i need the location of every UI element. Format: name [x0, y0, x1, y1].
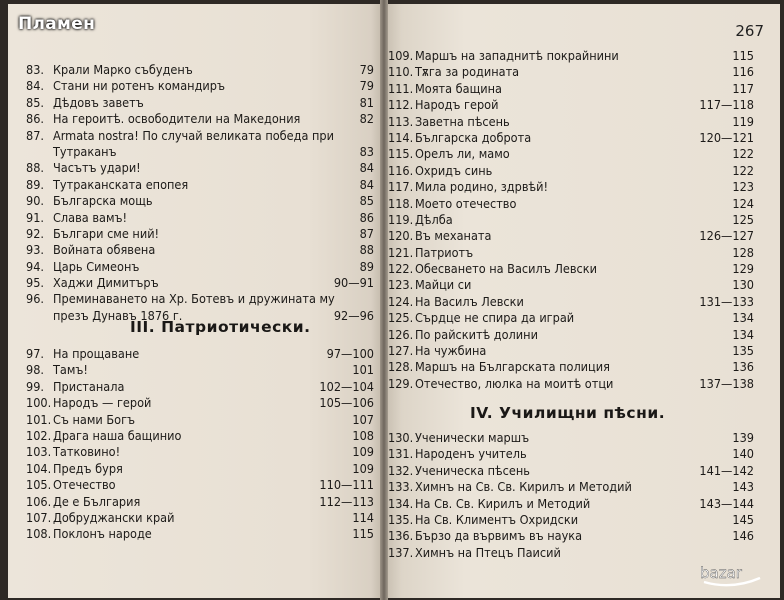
entry-number: 98. — [26, 362, 45, 378]
entry-title: Химнъ на Св. Св. Кирилъ и Методий — [415, 479, 632, 495]
entry-page: 84 — [359, 176, 374, 192]
contents-entry — [26, 275, 374, 291]
entry-title: Моята бащина — [415, 80, 502, 96]
entry-title: Царь Симеонъ — [53, 258, 140, 274]
entry-title: Народъ — герой — [53, 395, 152, 411]
entry-number: 128. — [388, 359, 414, 375]
entry-page: 136 — [732, 359, 754, 375]
contents-entry — [388, 310, 754, 326]
entry-page: 115 — [352, 526, 374, 542]
entry-number: 131. — [388, 446, 414, 462]
entry-page: 129 — [732, 261, 754, 277]
contents-entry — [388, 463, 754, 479]
entry-page: 108 — [352, 427, 374, 443]
entry-number: 107. — [26, 509, 52, 525]
entry-page: 109 — [352, 460, 374, 476]
entry-title: На прощаване — [53, 346, 140, 361]
entry-title: По райскитѣ долини — [415, 326, 538, 342]
entry-number: 127. — [388, 343, 414, 359]
entry-title: Заветна пѣсень — [415, 113, 510, 129]
section-heading-school: IV. Училищни пѣсни. — [470, 404, 666, 422]
entry-number: 133. — [388, 479, 414, 495]
entry-title: Охридъ синь — [415, 162, 493, 178]
contents-entry — [26, 226, 374, 242]
page-number: 267 — [735, 22, 764, 40]
entry-page: 122 — [732, 146, 754, 162]
entry-title: Сърдце не спира да играй — [415, 310, 575, 326]
contents-entry — [388, 430, 754, 446]
contents-entry — [388, 64, 754, 80]
entry-number: 114. — [388, 129, 414, 145]
entry-page: 92—96 — [333, 307, 374, 323]
entry-title: Тамъ! — [53, 362, 88, 378]
contents-entry — [26, 379, 374, 395]
entry-page: 97—100 — [326, 346, 374, 361]
entry-page: 143 — [732, 479, 754, 495]
entry-page: 117—118 — [699, 97, 754, 113]
entry-number: 102. — [26, 427, 52, 443]
entry-number: 119. — [388, 211, 414, 227]
contents-entry — [388, 48, 754, 64]
section-heading-patriotic: III. Патриотически. — [130, 318, 311, 336]
contents-entry — [388, 245, 754, 261]
entry-page: 88 — [359, 242, 374, 258]
entry-number: 100. — [26, 395, 52, 411]
entry-number: 111. — [388, 80, 414, 96]
entry-number: 122. — [388, 261, 414, 277]
entry-title: На Св. Климентъ Охридски — [415, 511, 579, 527]
contents-entry — [388, 496, 754, 512]
entry-page: 131—133 — [699, 293, 754, 309]
bazar-logo-icon — [696, 556, 770, 590]
entry-page: 102—104 — [319, 378, 374, 394]
contents-entry — [26, 526, 374, 542]
entry-title: Българска мощь — [53, 193, 153, 209]
entry-number: 87. — [26, 127, 45, 143]
contents-entry — [26, 477, 374, 493]
entry-title: Обесването на Василъ Левски — [415, 261, 597, 277]
entry-title: Предъ буря — [53, 460, 123, 476]
entry-page: 90—91 — [333, 275, 374, 291]
entry-number: 132. — [388, 462, 414, 478]
entry-number: 112. — [388, 97, 414, 113]
contents-entry — [26, 444, 374, 460]
entry-number: 92. — [26, 225, 45, 241]
entry-title: На героитѣ. освободители на Македония — [53, 111, 301, 127]
entry-page: 145 — [732, 511, 754, 527]
entry-title: Отечество, люлка на моитѣ отци — [415, 375, 614, 391]
entry-title: Слава вамъ! — [53, 209, 128, 225]
entry-number: 83. — [26, 62, 45, 77]
entry-number: 129. — [388, 375, 414, 391]
contents-entry — [388, 446, 754, 462]
entry-page: 107 — [352, 411, 374, 427]
contents-entry — [388, 479, 754, 495]
entry-number: 101. — [26, 411, 52, 427]
entry-page: 128 — [732, 244, 754, 260]
contents-entry — [388, 179, 754, 195]
entry-number: 120. — [388, 228, 414, 244]
contents-entry — [388, 512, 754, 528]
entry-number: 93. — [26, 242, 45, 258]
entry-page: 134 — [732, 326, 754, 342]
entry-page: 79 — [359, 78, 374, 94]
entry-title: Хаджи Димитъръ — [53, 275, 159, 291]
entry-title: Крали Марко събуденъ — [53, 62, 193, 77]
entry-title: Тутраканската епопея — [53, 176, 189, 192]
entry-page: 84 — [359, 160, 374, 176]
entry-title: Патриотъ — [415, 244, 474, 260]
entry-number: 89. — [26, 176, 45, 192]
left-contents-list — [26, 62, 374, 324]
svg-text:bazar: bazar — [700, 564, 742, 582]
entry-title: Майци си — [415, 277, 472, 293]
entry-title: Българи сме ний! — [53, 225, 160, 241]
entry-page: 83 — [359, 143, 374, 159]
entry-title: Маршъ на западнитѣ покрайнини — [415, 48, 619, 63]
right-contents-list — [388, 48, 754, 392]
entry-number: 126. — [388, 326, 414, 342]
entry-number: 115. — [388, 146, 414, 162]
entry-title: Стани ни ротенъ командиръ — [53, 78, 225, 94]
contents-entry — [388, 146, 754, 162]
entry-title: Войната обявена — [53, 242, 156, 258]
entry-page: 146 — [732, 528, 754, 544]
entry-page: 141—142 — [699, 462, 754, 478]
entry-number: 95. — [26, 275, 45, 291]
contents-entry — [388, 376, 754, 392]
entry-page: 140 — [732, 446, 754, 462]
contents-entry — [388, 261, 754, 277]
entry-number: 121. — [388, 244, 414, 260]
entry-title: Дѣлба — [415, 211, 453, 227]
entry-number: 130. — [388, 430, 414, 445]
entry-title: Бързо да вървимъ въ наука — [415, 528, 583, 544]
contents-entry — [388, 163, 754, 179]
entry-title: Часътъ удари! — [53, 160, 141, 176]
contents-entry — [26, 210, 374, 226]
entry-number: 104. — [26, 460, 52, 476]
entry-number: 96. — [26, 291, 45, 307]
entry-title: Орелъ ли, мамо — [415, 146, 510, 162]
entry-number: 94. — [26, 258, 45, 274]
entry-page: 120—121 — [699, 129, 754, 145]
entry-title: Въ механата — [415, 228, 492, 244]
contents-entry — [26, 461, 374, 477]
entry-page: 116 — [732, 64, 754, 80]
entry-page: 114 — [352, 509, 374, 525]
entry-title: Съ нами Богъ — [53, 411, 136, 427]
contents-entry — [388, 343, 754, 359]
entry-number: 113. — [388, 113, 414, 129]
contents-entry — [388, 528, 754, 544]
entry-title: Отечество — [53, 477, 116, 493]
contents-entry — [388, 294, 754, 310]
entry-title: Тѫга за родината — [415, 64, 520, 80]
watermark-text: Пламен — [18, 14, 96, 34]
entry-number: 105. — [26, 477, 52, 493]
entry-page: 79 — [359, 62, 374, 77]
contents-entry — [26, 494, 374, 510]
entry-page: 137—138 — [699, 375, 754, 391]
entry-number: 90. — [26, 193, 45, 209]
contents-entry — [26, 428, 374, 444]
entry-number: 116. — [388, 162, 414, 178]
entry-number: 135. — [388, 511, 414, 527]
entry-page: 105—106 — [319, 395, 374, 411]
entry-number: 91. — [26, 209, 45, 225]
entry-number: 109. — [388, 48, 414, 63]
contents-entry — [26, 346, 374, 362]
book-gutter — [380, 0, 388, 600]
entry-page: 126—127 — [699, 228, 754, 244]
entry-page: 112—113 — [319, 493, 374, 509]
contents-entry — [26, 111, 374, 127]
entry-title: Маршъ на Българската полиция — [415, 359, 610, 375]
entry-page: 139 — [732, 430, 754, 445]
entry-title: Пристанала — [53, 378, 125, 394]
entry-number: 106. — [26, 493, 52, 509]
entry-title: Драга наша бащинио — [53, 427, 182, 443]
entry-page: 134 — [732, 310, 754, 326]
contents-entry — [26, 62, 374, 78]
entry-title: Преминаването на Хр. Ботевъ и дружината му презъ Дунавъ 1876 г. — [53, 291, 335, 323]
entry-number: 99. — [26, 378, 45, 394]
entry-page: 124 — [732, 195, 754, 211]
entry-page: 125 — [732, 211, 754, 227]
entry-page: 130 — [732, 277, 754, 293]
contents-entry — [388, 97, 754, 113]
contents-entry — [388, 359, 754, 375]
contents-entry — [26, 177, 374, 193]
right-contents-list-school — [388, 430, 754, 561]
entry-page: 101 — [352, 362, 374, 378]
entry-title: Дѣдовъ заветъ — [53, 94, 144, 110]
entry-page: 86 — [359, 209, 374, 225]
entry-page: 143—144 — [699, 495, 754, 511]
entry-page: 122 — [732, 162, 754, 178]
contents-entry — [26, 193, 374, 209]
contents-entry — [26, 128, 374, 161]
entry-number: 117. — [388, 179, 414, 195]
contents-entry — [26, 395, 374, 411]
contents-entry — [26, 412, 374, 428]
entry-title: Татковино! — [53, 444, 121, 460]
entry-title: Българска доброта — [415, 129, 532, 145]
entry-title: На чужбина — [415, 343, 487, 359]
entry-number: 125. — [388, 310, 414, 326]
contents-entry — [26, 95, 374, 111]
contents-entry — [26, 510, 374, 526]
entry-number: 118. — [388, 195, 414, 211]
entry-number: 134. — [388, 495, 414, 511]
entry-title: Ученически маршъ — [415, 430, 530, 445]
entry-title: Добруджански край — [53, 509, 175, 525]
entry-number: 137. — [388, 544, 414, 560]
entry-page: 81 — [359, 94, 374, 110]
contents-entry — [388, 327, 754, 343]
entry-page: 135 — [732, 343, 754, 359]
entry-title: Поклонъ народе — [53, 526, 152, 542]
entry-title: Ученическа пѣсень — [415, 462, 530, 478]
entry-title: На Св. Св. Кирилъ и Методий — [415, 495, 591, 511]
entry-number: 86. — [26, 111, 45, 127]
entry-number: 84. — [26, 78, 45, 94]
contents-entry — [26, 160, 374, 176]
contents-entry — [388, 81, 754, 97]
contents-entry — [26, 78, 374, 94]
entry-title: Народъ герой — [415, 97, 499, 113]
contents-entry — [388, 228, 754, 244]
entry-title: Де е България — [53, 493, 141, 509]
entry-number: 123. — [388, 277, 414, 293]
entry-page: 123 — [732, 179, 754, 195]
contents-entry — [26, 242, 374, 258]
entry-number: 108. — [26, 526, 52, 542]
contents-entry — [26, 362, 374, 378]
entry-page: 109 — [352, 444, 374, 460]
entry-page: 82 — [359, 111, 374, 127]
entry-title: Народенъ учитель — [415, 446, 527, 462]
entry-number: 88. — [26, 160, 45, 176]
entry-page: 87 — [359, 225, 374, 241]
entry-title: Armata nostra! По случай великата победа при Тутраканъ — [53, 127, 334, 159]
entry-title: На Василъ Левски — [415, 293, 524, 309]
contents-entry — [388, 196, 754, 212]
contents-entry — [388, 277, 754, 293]
entry-title: Химнъ на Птецъ Паисий — [415, 544, 561, 560]
entry-number: 85. — [26, 94, 45, 110]
entry-title: Мила родино, здрвѣй! — [415, 179, 549, 195]
entry-number: 110. — [388, 64, 414, 80]
entry-number: 124. — [388, 293, 414, 309]
entry-number: 103. — [26, 444, 52, 460]
contents-entry — [26, 259, 374, 275]
contents-entry — [388, 212, 754, 228]
entry-number: 136. — [388, 528, 414, 544]
entry-page: 115 — [732, 48, 754, 63]
entry-number: 97. — [26, 346, 45, 361]
entry-page: 89 — [359, 258, 374, 274]
left-contents-list-patriotic — [26, 346, 374, 543]
contents-entry — [388, 114, 754, 130]
entry-page: 117 — [732, 80, 754, 96]
entry-page: 119 — [732, 113, 754, 129]
contents-entry — [388, 130, 754, 146]
entry-page: 85 — [359, 193, 374, 209]
entry-page: 110—111 — [319, 477, 374, 493]
entry-title: Моето отечество — [415, 195, 517, 211]
